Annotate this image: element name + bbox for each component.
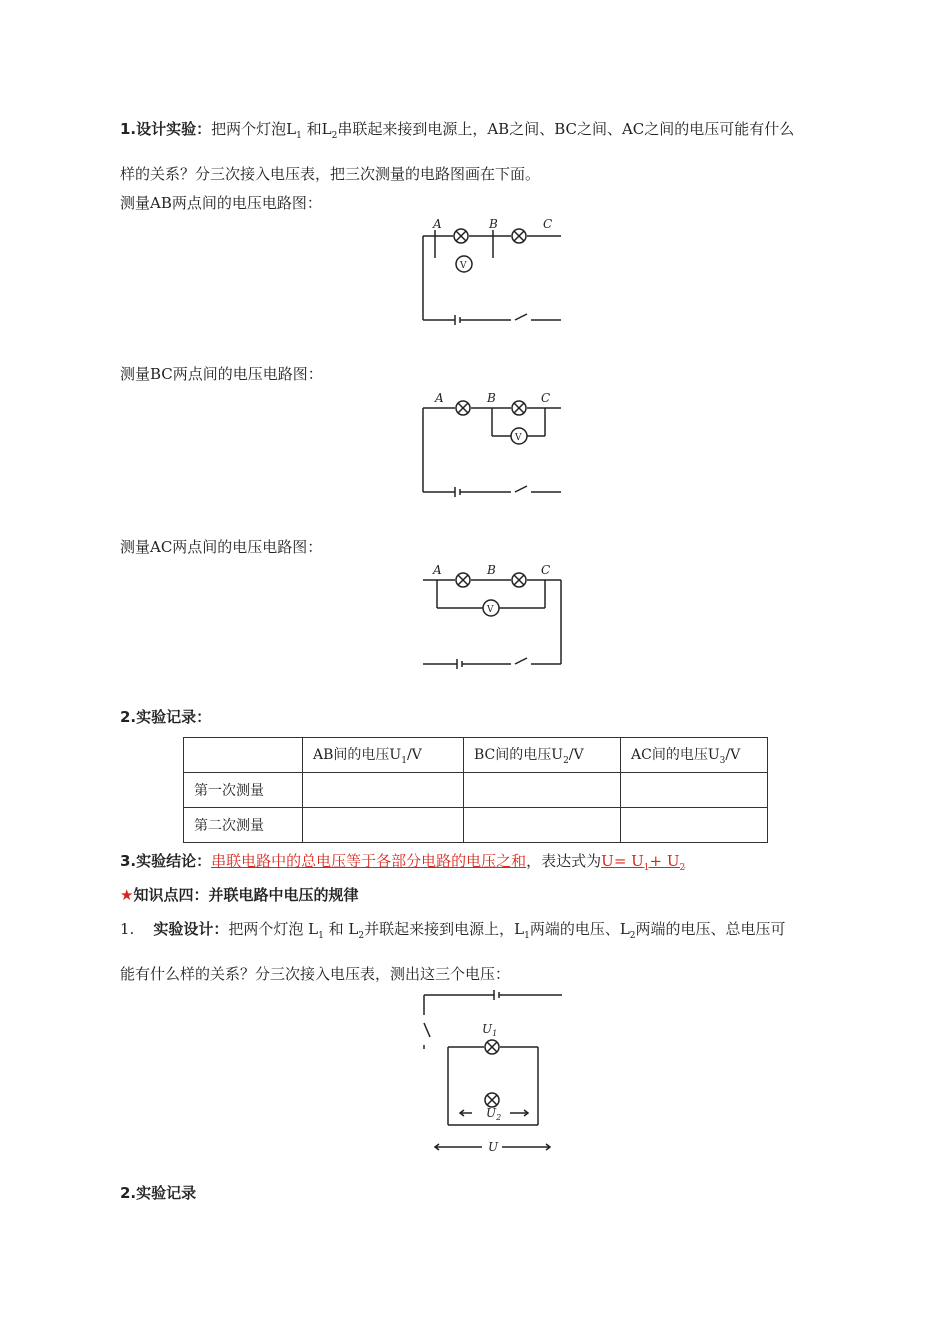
u2-label: $U_2$: [486, 1106, 502, 1122]
point-a-label: A: [433, 563, 442, 577]
parallel-line2: 能有什么样的关系？分三次接入电压表，测出这三个电压：: [120, 965, 511, 983]
design-experiment-title: 1.设计实验：: [120, 120, 212, 138]
table-cell[interactable]: [464, 773, 621, 808]
table-row: [184, 773, 768, 808]
parallel-design-paragraph: 1. 实验设计：把两个灯泡 $L_1$ 和 $L_2$并联起来接到电源上，$L_1$两端的电压、$L_2$两端的电压、总电压可 能有什么样的关系？分三次接入电压表，测出这三个电压：: [120, 920, 786, 983]
voltmeter-label: V: [487, 605, 494, 615]
u1-label: $U_1$: [482, 1022, 498, 1038]
parallel-title: 实验设计：: [153, 920, 229, 938]
table-header-bc: BC间的电压$U_2/V$: [464, 738, 621, 773]
star-icon: ★: [120, 886, 134, 904]
l1-sub: 1: [296, 131, 302, 141]
knowledge-point-four: [120, 884, 358, 905]
point-c-label: C: [541, 563, 551, 577]
design-text-c: 样的关系？分三次接入电压表，把三次测量的电路图画在下面。: [120, 165, 541, 183]
conclusion-title: 3.实验结论：: [120, 852, 212, 870]
point-c-label: C: [543, 218, 553, 231]
record-table: [183, 737, 768, 843]
table-cell[interactable]: [464, 808, 621, 843]
caption-ab: 测量AB两点间的电压电路图：: [120, 194, 322, 212]
voltmeter-label: V: [515, 433, 522, 443]
table-header-empty: [184, 738, 303, 773]
circuit-ac-diagram: [415, 562, 570, 672]
design-text-b: 串联起来接到电源上，AB之间、BC之间、AC之间的电压可能有什么: [337, 120, 795, 138]
point-c-label: C: [541, 391, 551, 405]
table-row: [184, 808, 768, 843]
point-b-label: B: [489, 218, 498, 231]
record-title-2: 2.实验记录: [120, 1184, 197, 1202]
l2-sub: 2: [331, 131, 338, 141]
knowledge-title: 知识点四：并联电路中电压的规律: [133, 886, 359, 904]
table-header-row: [184, 738, 768, 773]
circuit-ab-diagram: [415, 218, 565, 328]
circuit-bc-diagram: [415, 390, 565, 500]
conclusion-text: 串联电路中的总电压等于各部分电路的电压之和: [211, 852, 527, 870]
l1-label: L: [286, 120, 297, 138]
table-header-ac: AC间的电压$U_3/V$: [621, 738, 768, 773]
and-text: 和: [301, 120, 322, 138]
caption-bc: 测量BC两点间的电压电路图：: [120, 365, 323, 383]
design-text-a: 把两个灯泡: [211, 120, 287, 138]
point-a-label: A: [435, 391, 444, 405]
design-experiment-paragraph: [120, 110, 880, 193]
point-b-label: B: [487, 391, 496, 405]
point-a-label: A: [433, 218, 442, 231]
u-label: U: [488, 1140, 499, 1154]
table-cell[interactable]: [303, 808, 464, 843]
table-header-ab: AB间的电压$U_1/V$: [303, 738, 464, 773]
record-title: 2.实验记录：: [120, 708, 212, 726]
row-label: 第一次测量: [184, 773, 303, 808]
conclusion-mid: ，表达式为: [526, 852, 602, 870]
voltmeter-label: V: [460, 261, 467, 271]
parallel-num: 1.: [120, 920, 135, 938]
table-cell[interactable]: [303, 773, 464, 808]
table-cell[interactable]: [621, 808, 768, 843]
table-cell[interactable]: [621, 773, 768, 808]
caption-ac: 测量AC两点间的电压电路图：: [120, 538, 323, 556]
formula: $U= U_1+ U_2$: [601, 852, 686, 873]
circuit-parallel-diagram: [410, 985, 570, 1160]
row-label: 第二次测量: [184, 808, 303, 843]
point-b-label: B: [487, 563, 496, 577]
l2-label: L: [321, 120, 332, 138]
conclusion-line: [120, 850, 685, 873]
